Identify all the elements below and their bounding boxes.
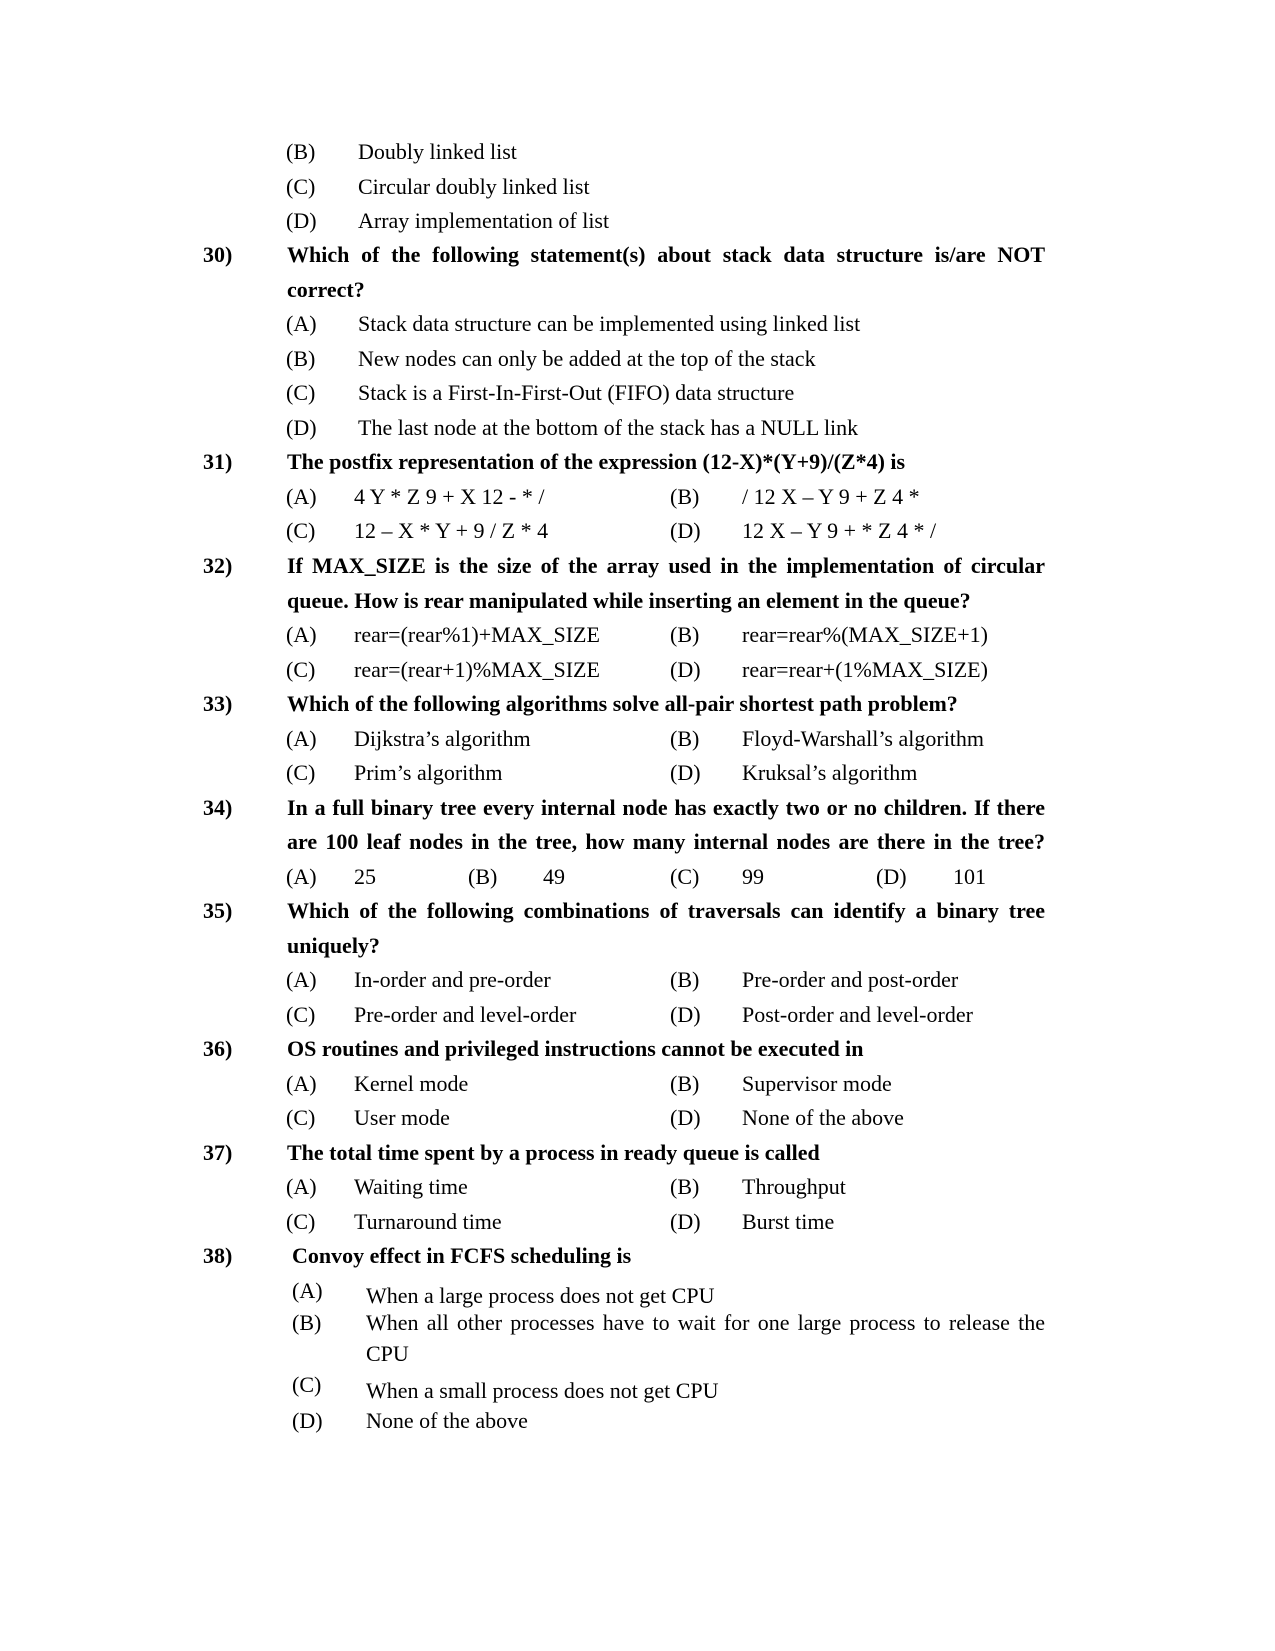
question-stem: The postfix representation of the expression (12-X)*(Y+9)/(Z*4) is — [287, 449, 906, 474]
option-text: Array implementation of list — [358, 208, 610, 233]
option-text: Throughput — [742, 1174, 846, 1199]
option-text: / 12 X – Y 9 + Z 4 * — [742, 484, 920, 509]
option-letter: (B) — [670, 967, 700, 992]
option-letter: (C) — [286, 657, 316, 682]
option-text: 12 X – Y 9 + * Z 4 * / — [742, 518, 937, 543]
option-letter: (D) — [670, 1105, 701, 1130]
option-letter: (A) — [286, 311, 317, 336]
option-text: Dijkstra’s algorithm — [354, 726, 531, 751]
option-letter: (D) — [670, 760, 701, 785]
question-number: 31) — [203, 449, 233, 474]
option-letter: (A) — [286, 622, 317, 647]
question-stem: Which of the following combinations of traversals can identify a binary tree — [287, 898, 1045, 923]
option-text: When all other processes have to wait for one large process to release the — [366, 1310, 1045, 1335]
option-letter: (B) — [670, 726, 700, 751]
option-text: Turnaround time — [354, 1209, 502, 1234]
option-text: 25 — [354, 864, 376, 889]
option-text: The last node at the bottom of the stack has a NULL link — [358, 415, 859, 440]
option-text: None of the above — [366, 1408, 528, 1433]
option-letter: (B) — [292, 1310, 322, 1335]
option-letter: (C) — [286, 760, 316, 785]
question-stem: OS routines and privileged instructions cannot be executed in — [287, 1036, 864, 1061]
option-letter: (A) — [286, 1071, 317, 1096]
option-text: Doubly linked list — [358, 139, 517, 164]
question-stem: Which of the following statement(s) about stack data structure is/are NOT — [287, 242, 1045, 267]
question-stem: Convoy effect in FCFS scheduling is — [292, 1243, 632, 1268]
option-letter: (C) — [286, 174, 316, 199]
option-text: Post-order and level-order — [742, 1002, 973, 1027]
option-letter: (A) — [286, 967, 317, 992]
option-letter: (D) — [286, 415, 317, 440]
option-text: Pre-order and post-order — [742, 967, 959, 992]
option-letter: (D) — [670, 1002, 701, 1027]
question-stem: In a full binary tree every internal node has exactly two or no children. If there — [287, 795, 1045, 820]
option-letter: (A) — [292, 1278, 323, 1303]
option-text: Burst time — [742, 1209, 835, 1234]
option-text: When a small process does not get CPU — [366, 1378, 719, 1403]
option-text: Prim’s algorithm — [354, 760, 503, 785]
option-text: None of the above — [742, 1105, 904, 1130]
option-letter: (C) — [286, 518, 316, 543]
option-letter: (C) — [286, 1105, 316, 1130]
question-number: 32) — [203, 553, 233, 578]
option-letter: (B) — [670, 1071, 700, 1096]
option-letter: (C) — [292, 1372, 322, 1397]
option-letter: (C) — [286, 1002, 316, 1027]
option-text: In-order and pre-order — [354, 967, 551, 992]
option-letter: (C) — [670, 864, 700, 889]
question-number: 30) — [203, 242, 233, 267]
option-text: 12 – X * Y + 9 / Z * 4 — [354, 518, 549, 543]
option-letter: (C) — [286, 380, 316, 405]
question-stem: queue. How is rear manipulated while inserting an element in the queue? — [287, 588, 971, 613]
question-stem: correct? — [287, 277, 365, 302]
option-text: rear=(rear%1)+MAX_SIZE — [354, 622, 600, 647]
option-text: rear=(rear+1)%MAX_SIZE — [354, 657, 600, 682]
option-text: 101 — [953, 864, 986, 889]
option-letter: (B) — [286, 346, 316, 371]
question-stem: The total time spent by a process in ready queue is called — [287, 1140, 820, 1165]
option-letter: (D) — [670, 518, 701, 543]
option-text: New nodes can only be added at the top of the stack — [358, 346, 816, 371]
option-text: Pre-order and level-order — [354, 1002, 577, 1027]
question-number: 33) — [203, 691, 233, 716]
option-letter: (B) — [286, 139, 316, 164]
option-text: 99 — [742, 864, 764, 889]
option-letter: (B) — [468, 864, 498, 889]
option-letter: (B) — [670, 1174, 700, 1199]
question-number: 37) — [203, 1140, 233, 1165]
option-letter: (D) — [670, 657, 701, 682]
option-text: Floyd-Warshall’s algorithm — [742, 726, 985, 751]
option-letter: (B) — [670, 484, 700, 509]
option-text: Stack data structure can be implemented using linked list — [358, 311, 861, 336]
option-text: Kernel mode — [354, 1071, 469, 1096]
option-letter: (A) — [286, 864, 317, 889]
option-letter: (A) — [286, 726, 317, 751]
option-text: rear=rear+(1%MAX_SIZE) — [742, 657, 988, 682]
question-number: 35) — [203, 898, 233, 923]
option-text: Circular doubly linked list — [358, 174, 590, 199]
option-text: rear=rear%(MAX_SIZE+1) — [742, 622, 988, 647]
option-letter: (D) — [292, 1408, 323, 1433]
option-text: Kruksal’s algorithm — [742, 760, 918, 785]
option-text: 4 Y * Z 9 + X 12 - * / — [354, 484, 545, 509]
option-text: Waiting time — [354, 1174, 468, 1199]
option-text: Supervisor mode — [742, 1071, 892, 1096]
option-text: Stack is a First-In-First-Out (FIFO) data structure — [358, 380, 795, 405]
question-stem: are 100 leaf nodes in the tree, how many internal nodes are there in the tree? — [287, 829, 1045, 854]
option-letter: (D) — [670, 1209, 701, 1234]
option-letter: (A) — [286, 1174, 317, 1199]
option-text: When a large process does not get CPU — [366, 1283, 715, 1308]
option-letter: (B) — [670, 622, 700, 647]
question-number: 34) — [203, 795, 233, 820]
option-letter: (C) — [286, 1209, 316, 1234]
option-text: User mode — [354, 1105, 450, 1130]
option-letter: (A) — [286, 484, 317, 509]
question-number: 38) — [203, 1243, 233, 1268]
option-letter: (D) — [876, 864, 907, 889]
question-stem: If MAX_SIZE is the size of the array used in the implementation of circular — [287, 553, 1045, 578]
option-letter: (D) — [286, 208, 317, 233]
option-text-continued: CPU — [366, 1341, 409, 1366]
option-text: 49 — [543, 864, 565, 889]
question-stem: uniquely? — [287, 933, 380, 958]
question-stem: Which of the following algorithms solve all-pair shortest path problem? — [287, 691, 958, 716]
question-number: 36) — [203, 1036, 233, 1061]
